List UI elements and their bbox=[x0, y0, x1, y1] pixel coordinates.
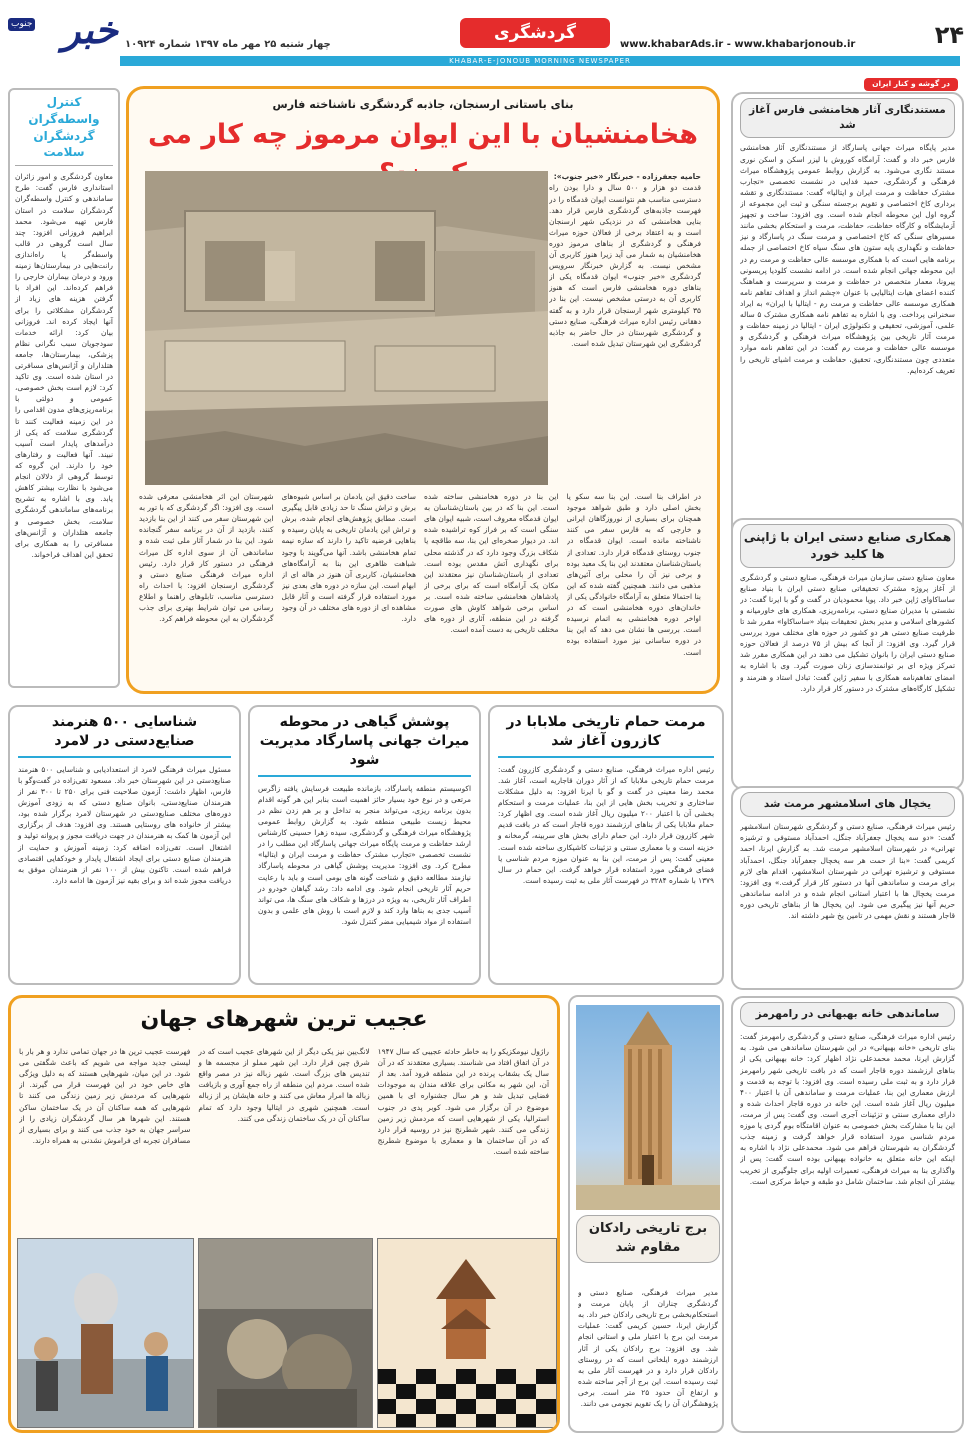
bottom-col-text: فهرست عجیب ترین ها در جهان تمامی ندارد و هر بار با لیستی جدید مواجه می شویم که باعث شگفتی می شود. در این میان، شهرهایی هستند که به دلیل ویژگی های خاص خود در این فهرست قرار می گیرند. از شهرهایی که مردمش زیر زمین زندگی می کنند تا شهرهایی که همه ساکنان آن در یک ساختمان ساکن هستند. این شهرها هر سال گردشگران زیادی را از سراسر جهان به خود جذب می کنند و برای بسیاری از مسافران تجربه ای فراموش نشدنی به همراه دارند. bbox=[19, 1047, 191, 1145]
main-photo bbox=[145, 171, 548, 485]
main-byline: حامیه جعفرزاده - خبرنگار «خبر جنوب»: bbox=[553, 172, 701, 181]
tower-title: برج تاریخی رادکان مقاوم شد bbox=[576, 1215, 720, 1263]
main-col bbox=[139, 491, 274, 686]
right-article-3 bbox=[731, 786, 964, 990]
left-column-body: معاون گردشگری و امور زائران استانداری فارس گفت: طرح ساماندهی و کنترل واسطه‌گران گردشگران سلامت در استان فارس تهیه می‌شود. محمد ابراهیم فروزانی افزود: چند سال است گروهی در قالب واسطه‌گر یا راه‌اندازی رانت‌هایی در بیمارستان‌ها زمینه ورود و درمان بیماران خارجی را فراهم کرده‌اند. این افراد با گرفتن هزینه های زیاد از گردشگران مشکلاتی را برای آنها ایجاد کرده اند. فروزانی بیان کرد: ارائه خدمات سودجویان سبب نگرانی نظام پزشکی، بیمارستان‌ها، جامعه هتلداران و آژانس‌های مسافرتی در استان شده است. وی تاکید کرد: لازم است بخش خصوصی، عمومی و دولتی با برنامه‌ریزی‌های مدون اقدامی را در این زمینه فعالیت کنند تا گردشگری سلامت که یکی از درآمدهای پایدار است آسیب نبیند. آنها فعالیت و رفتارهای خود را دارند. این گروه که توسط گروهی از دلالان انجام می‌شود با نظارت بیشتر کاهش یابد. وی با اشاره به تشریح برنامه‌های ساماندهی گردشگری سلامت، بخش خصوصی و جامعه هتلداران و آژانس‌های مسافرتی را به همکاری برای تحقق این اهداف فراخواند. bbox=[15, 172, 113, 559]
bottom-col bbox=[198, 1046, 369, 1231]
main-col-text: در اطراف بنا است. این بنا سه سکو یا بخش اصلی دارد و طبق شواهد موجود همچنان برای بسیاری از نوروزگاهان ایرانی و خارجی که به فارس سفر می کنند ناشناخته مانده است. ایوان قدمگاه در جنوب روستای قدمگاه قرار دارد. تعدادی از باستان‌شناسان معتقدند این بنا یک معبد بوده و برخی نیز آن را محلی برای آئین‌های مذهبی می دانند. همچنین گفته شده که این بنا احتمالا متعلق به آرامگاه خانوادگی یکی از خاندان‌های دوره هخامنشی است که در اواخر دوره هخامنشی به اتمام نرسیده است. بررسی ها نشان می دهد که این بنا در دوره ساسانی نیز مورد استفاده بوده است. bbox=[566, 492, 701, 657]
main-lead-text: قدمت دو هزار و ۵۰۰ سال و دارا بودن راه دسترسی مناسب هم نتوانست ایوان قدمگاه را در فهرست جاذبه‌های گردشگری فارس قرار دهد. بنایی هخامنشی که در نزدیکی شهر ارسنجان است و به اعتقاد برخی از فعالان حوزه میراث فرهنگی و گردشگری از بناهای مرموز دوره هخامنشیان به شمار می آید زیرا هنوز کاربری آن مشخص نیست. به گزارش خبرنگار سرویس گردشگری «خبر جنوب» ایوان قدمگاه یکی از بناهای دوره هخامنشی فارس است که هنوز کاربری آن به درستی مشخص نیست. این بنا در ۳۵ کیلومتری شهر ارسنجان قرار دارد و به گفته دهقانی رئیس اداره میراث فرهنگی، صنایع دستی و گردشگری شهرستان در حال حاضر به جاذبه گردشگری این شهرستان تبدیل شده است. bbox=[549, 183, 701, 348]
strange-cities-title: عجیب ترین شهرهای جهان bbox=[140, 1007, 428, 1032]
strange-cities-article bbox=[8, 995, 560, 1433]
strange-cities-text bbox=[19, 1046, 549, 1231]
section-tab[interactable]: گردشگری bbox=[460, 18, 610, 48]
right-article-2 bbox=[731, 518, 964, 790]
newspaper-logo[interactable] bbox=[8, 8, 118, 56]
bottom-col bbox=[19, 1046, 190, 1231]
rock-monument-image bbox=[145, 171, 548, 485]
bottom-col-text: لانگ‌یین نیز یکی دیگر از این شهرهای عجیب است که در شرق چین قرار دارد. این شهر مملو از مجسمه ها و تندیس های بزرگ است. شهر زباله نیز در مصر واقع شده است. مردم این منطقه از راه جمع آوری و بازیافت زباله ها امرار معاش می کنند و خانه هایشان پر از زباله است. همچنین شهری در ایتالیا وجود دارد که تمام ساکنان آن در یک ساختمان زندگی می کنند. bbox=[198, 1047, 370, 1123]
logo-text: خبر bbox=[62, 7, 118, 52]
right-article-title: همکاری صنایع دستی ایران با ژاپنی ها کلید خورد bbox=[740, 524, 955, 568]
kazerun-title: مرمت حمام تاریخی ملابابا در کازرون آغاز شد bbox=[498, 713, 714, 758]
chess-city-photo bbox=[377, 1238, 557, 1428]
pasargad-title: پوشش گیاهی در محوطه میراث جهانی پاسارگاد مدیریت شود bbox=[258, 713, 471, 777]
header-strip bbox=[120, 56, 960, 66]
pasargad-body: اکوسیستم منطقه پاسارگاد، بازمانده طبیعت فرسایش یافته زاگرس مرتعی و در نوع خود بسیار حائز اهمیت است بنابر این هر گونه اقدام بدون برنامه ریزی، می‌تواند منجر به تداخل و بر هم زدن نظم در محیط زیست طبیعی منطقه شود. به گزارش روابط عمومی پژوهشگاه میراث فرهنگی و گردشگری، سیده زهرا حسینی کارشناس ارشد حفاظت و مرمت پایگاه میراث جهانی پاسارگاد این مطلب را در نشست تخصصی «تجارب مشترک حفاظت و مرمت ایران و ایتالیا» مطرح کرد. وی افزود: مدیریت پوشش گیاهی در محوطه پاسارگاد نیازمند مطالعه دقیق و شناخت گونه های بومی است و باید با رعایت حریم آثار تاریخی انجام شود. وی ادامه داد: رشد گیاهان خودرو در اطراف آثار تاریخی، به ویژه در درزها و شکاف های سنگ ها، می تواند آسیب جدی به بناها وارد کند و لازم است با روش های علمی و بدون استفاده از مواد شیمیایی مضر کنترل شود. bbox=[258, 783, 471, 926]
alien-festival-photo bbox=[17, 1238, 194, 1428]
main-lead bbox=[549, 171, 701, 491]
right-article-body: مدیر پایگاه میراث جهانی پاسارگاد از مستندنگاری آثار هخامنشی فارس خبر داد و گفت: آرامگاه کوروش با لیزر اسکن و اسکن نوری مستند نگاری می‌شود. به گزارش روابط عمومی پژوهشگاه میراث فرهنگی و گردشگری، حمید فدایی در نشست تخصصی «تجارب مشترک حفاظت و مرمت ایران و ایتالیا» گفت: مستندنگاری و تقشه برداری کاخ اختصاصی و تقویم برجسته سنگی و ثبت این مجموعه از گروه اول این محوطه انجام شده است. وی افزود: ساخت و تجهیز آزمایشگاه و کارگاه حفاظت، حفاظت، مرمت و استحکام بخشی مانند مسیرهای سنگی که کاخ اختصاصی و مرمت سنگ در پاسارگاد و نیز حفاظت و نگهداری پایه ستون های سنگ سیاه کاخ اختصاصی از جمله برنامه هایی است که با همکاری موسسه عالی حفاظت و مرمت رم در این محوطه جهانی انجام شده است. در ادامه نشست کلودیا پریسونی پیرونا، معمار متخصص در حفاظت و مرمت و سرپرست و هماهنگ کننده اعضای هیات ایتالیایی با عنوان «چشم انداز و اهداف تفاهم نامه همکاری موسسه عالی حفاظت و مرمت رم - ایتالیا با ایران» به ایراد سخنرانی پرداخت. وی با اشاره به تفاهم نامه همکاری مشترک ۵ ساله علمی، آموزشی، تحقیقی و تکنولوژی ایران - ایتالیا در زمینه حفاظت و مرمت آثار تاریخی بین پژوهشگاه میراث فرهنگی و گردشگری و موسسه عالی حفاظت و مرمت رم گفت: در این تفاهم نامه موارد متعددی چون مستندنگاری، تحقیق، حفاظت و مرمت اشیای تاریخی را تعریف کرده‌ایم. bbox=[740, 143, 955, 375]
tower-text bbox=[578, 1287, 718, 1427]
bottom-photos bbox=[17, 1238, 557, 1428]
main-kicker: بنای باستانی ارسنجان، جاذبه گردشگری ناشناخته فارس bbox=[272, 98, 574, 111]
masthead bbox=[0, 0, 970, 68]
right-column bbox=[731, 78, 964, 1433]
main-col bbox=[424, 491, 559, 686]
bottom-col bbox=[378, 1046, 549, 1231]
left-column-title: کنترل واسطه‌گران گردشگران سلامت bbox=[15, 94, 113, 166]
main-col-text: ساخت دقیق این یادمان بر اساس شیوه‌های برش و تراش سنگ تا حد زیادی قابل پیگیری است. مطابق پژوهش‌های انجام شده، برش و تراش این یادمان تاریخی به پایان رسیده و بناهایی فرضیه تاکید را دارند که سازه نیمه تمام هخامنشی باشد. آنها می‌گویند با وجود شباهت ظاهری این بنا به آرامگاه‌های هخامنشیان، کاربری آن هنوز در هاله ای از ابهام است. این سازه در دوره های بعدی نیز مورد استفاده قرار گرفته است و آثار قابل مشاهده ای از دوره های مختلف در آن وجود دارد. bbox=[281, 492, 416, 624]
header-urls[interactable]: www.khabarAds.ir - www.khabarjonoub.ir bbox=[620, 39, 856, 50]
lamerd-handicraft-article bbox=[8, 705, 241, 985]
tower-image bbox=[576, 1005, 720, 1210]
bottom-col-text: راژول نیومکزیکو را به خاطر حادثه عجیبی که سال ۱۹۴۷ در آن اتفاق افتاد می شناسند. بسیاری معتقدند که در آن سال یک بشقاب پرنده در این منطقه فرود آمد. بعد از آن، این شهر به مکانی برای علاقه مندان به موجودات فضایی تبدیل شد و هر سال جشنواره ای با همین موضوع در آن برگزار می شود. کوبر پدی در جنوب استرالیا، یکی از شهرهایی است که مردمش زیر زمین زندگی می کنند. شهر شطرنج نیز در روسیه قرار دارد که در آن ساختمان ها و معماری با موضوع شطرنج ساخته شده است. bbox=[377, 1047, 549, 1156]
tower-photo bbox=[576, 1005, 720, 1210]
main-col bbox=[567, 491, 702, 686]
lamerd-body: مسئول میراث فرهنگی لامرد از استعدادیابی و شناسایی ۵۰۰ هنرمند صنایع‌دستی در این شهرستان خبر داد. مسعود تقی‌زاده در گفت‌وگو با فارس، اظهار داشت: آزمون صلاحیت فنی برای ۲۵۰ تا ۳۰۰ نفر از هنرمندان صنایع‌دستی، بانوان صنایع دستی که به زودی آموزش دوره‌های مختلف صنایع‌دستی در شهرستان لامرد برگزار شده بود، بیشتر از خانواده های روستایی هستند. وی افزود: هدف از برگزاری این آزمون ها کمک به هنرمندان در جهت دریافت مجوز و پروانه تولید و اشتغال است. تقی‌زاده اضافه کرد: زمینه آموزش و حمایت از هنرمندان صنایع دستی برای ایجاد اشتغال پایدار و خودکفایی اقتصادی فراهم شده است. تاکنون بیش از ۱۰۰ نفر از هنرمندان موفق به دریافت مجوز شده اند و برای بقیه نیز آزمون ها ادامه دارد. bbox=[18, 764, 231, 885]
chess-city-image bbox=[377, 1239, 556, 1428]
right-article-body: رئیس اداره میراث فرهنگی، صنایع دستی و گردشگری رامهرمز گفت: بنای تاریخی «خانه بهبهانی» در این شهرستان ساماندهی می شود. به گزارش ایرنا، محمد محمدعلی نژاد اظهار کرد: خانه بهبهانی یکی از بناهای ارزشمند دوره قاجار است که در بافت تاریخی شهر رامهرمز قرار دارد و به ثبت ملی رسیده است. وی افزود: با توجه به قدمت و ارزش معماری این بنا، عملیات مرمت و ساماندهی آن با اعتبار ۴۰۰ میلیون ریال آغاز شده است. این خانه در دوره قاجار احداث شده و دارای معماری سنتی و تزئینات آجری است. وی گفت: پس از مرمت، این بنا با مشارکت بخش خصوصی به عنوان اقامتگاه بوم گردی یا موزه مردم شناسی مورد استفاده قرار خواهد گرفت و زمینه جذب گردشگران به شهرستان فراهم می شود. محمدعلی نژاد با اشاره به اینکه این خانه متعلق به خانواده بهبهانی بوده است گفت: پس از واگذاری بنا به میراث فرهنگی، تعمیرات اولیه برای جلوگیری از تخریب بیشتر آن انجام شد. ساختمان شامل دو طبقه و حیاط مرکزی است. bbox=[740, 1032, 955, 1186]
right-article-body: رئیس میراث فرهنگی، صنایع دستی و گردشگری شهرستان اسلامشهر گفت: «دو سه یخچال جعفرآباد جنگل، احمدآباد مستوفی و ترشیزه تهرانی» در شهرستان اسلامشهر مرمت شد. به گزارش ایرنا، احمد کریمی گفت: «بنا از حمت هر سه یخچال جعفرآباد جنگل، احمدآباد مستوفی و ترشیزه تهرانی در شهرستان اسلامشهر، اقدام های لازم برای مرمت و ساماندهی آنها در دستور کار قرار گرفت.» وی افزود: مرمت یخچال ها با اعتبار استانی انجام شده و در ادامه ساماندهی حریم آنها نیز پیگیری می شود. این یخچال ها از بناهای تاریخی دوره قاجار هستند و نقش مهمی در تامین یخ شهر داشته اند. bbox=[740, 822, 955, 921]
right-article-title: یخچال های اسلامشهر مرمت شد bbox=[740, 792, 955, 817]
left-column-article bbox=[8, 88, 120, 688]
page-number: ۲۴ bbox=[934, 21, 964, 49]
right-article-4 bbox=[731, 996, 964, 1433]
right-article-title: ساماندهی خانه بهبهانی در رامهرمز bbox=[740, 1002, 955, 1027]
garbage-city-photo bbox=[198, 1238, 373, 1428]
section-sub-tag: در گوشه و کنار ایران bbox=[864, 78, 958, 91]
lamerd-title: شناسایی ۵۰۰ هنرمند صنایع‌دستی در لامرد bbox=[18, 713, 231, 758]
main-col-text: شهرستان این اثر هخامنشی معرفی شده است. وی افزود: اگر گردشگری که با تور به این شهرستان سفر می کنند از این بنا بازدید کنند، بازدید از آن در برنامه سفر گنجانده شود. این بنا در شمار آثار ملی ثبت شده و ساماندهی آن از سوی اداره کل میراث فرهنگی در دستور کار قرار دارد. رئیس اداره میراث فرهنگی صنایع دستی و گردشگری ارسنجان افزود: با احداث راه دسترسی مناسب، تابلوهای راهنما و اطلاع رسانی می توان شرایط بهتری برای جذب گردشگران به این محوطه فراهم کرد. bbox=[139, 492, 274, 624]
main-col-text: این بنا در دوره هخامنشی ساخته شده است. این بنا که در بین باستان‌شناسان به ایوان قدمگاه معروف است، شبیه ایوان های سنگی است که بر فراز کوه تراشیده شده اند. در دیوار صخره‌ای این بنا، سه طاقچه یا شکاف بزرگ وجود دارد که در گذشته محلی برای نگهداری آتش مقدس بوده است. تعدادی از باستان‌شناسان نیز معتقدند این مکان یک آرامگاه است که برای برخی از پادشاهان هخامنشی ساخته شده است. بر اساس برخی شواهد کاوش های صورت گرفته در این منطقه، آثاری از دوره های مختلف تاریخی به دست آمده است. bbox=[424, 492, 559, 635]
strip-text: KHABAR-E-JONOUB MORNING NEWSPAPER bbox=[449, 57, 631, 65]
main-feature-article bbox=[126, 86, 720, 694]
main-col bbox=[282, 491, 417, 686]
main-headline: هخامنشیان با این ایوان مرموز چه کار می bbox=[147, 119, 699, 150]
right-article-title: مستندنگاری آثار هخامنشی فارس آغاز شد bbox=[740, 98, 955, 138]
tower-body: مدیر میراث فرهنگی، صنایع دستی و گردشگری چناران از پایان مرمت و استحکام‌بخشی برج تاریخی رادکان خبر داد. به گزارش ایرنا، حسین کریمی گفت: عملیات مرمت این برج با اعتبار ملی و استانی انجام شد. وی افزود: برج رادکان یکی از آثار ارزشمند دوره ایلخانی است که در روستای رادکان قرار دارد و در فهرست آثار ملی به ثبت رسیده است. این برج از آجر ساخته شده و ارتفاع آن حدود ۲۵ متر است. برخی پژوهشگران آن را یک تقویم نجومی می دانند. bbox=[578, 1288, 718, 1409]
alien-festival-image bbox=[17, 1239, 193, 1428]
logo-subtitle: جنوب bbox=[8, 18, 35, 31]
issue-info: چهار شنبه ۲۵ مهر ماه ۱۳۹۷ شماره ۱۰۹۲۴ bbox=[125, 39, 331, 50]
garbage-city-image bbox=[198, 1239, 372, 1428]
main-body-columns bbox=[139, 491, 701, 686]
radkan-tower-article bbox=[568, 995, 724, 1433]
kazerun-bath-article bbox=[488, 705, 724, 985]
pasargad-vegetation-article bbox=[248, 705, 481, 985]
kazerun-body: رئیس اداره میراث فرهنگی، صنایع دستی و گردشگری کازرون گفت: مرمت حمام تاریخی ملابابا که از آثار دوران قاجاریه است، آغاز شد. محمد رضا معینی در گفت و گو با ایرنا افزود: به دلیل مشکلات ساختاری و تخریب بخش هایی از این بنا، عملیات مرمت و استحکام بخشی آن با اعتبار ۲۰۰ میلیون ریال آغاز شده است. وی اظهار کرد: حمام ملابابا یکی از بناهای ارزشمند دوره قاجار است که در بافت قدیم شهر کازرون قرار دارد. این حمام دارای بخش های سربینه، گرمخانه و خزینه است و با معماری سنتی و تزئینات کاشیکاری ساخته شده است. معینی گفت: پس از مرمت، این بنا به عنوان موزه مردم شناسی یا فضای فرهنگی مورد استفاده قرار خواهد گرفت. این حمام در سال ۱۳۷۹ با شماره ۳۲۸۴ در فهرست آثار ملی به ثبت رسیده است. bbox=[498, 764, 714, 885]
right-article-body: معاون صنایع دستی سازمان میراث فرهنگی، صنایع دستی و گردشگری از آغاز پروژه مشترک تحقیقاتی صنایع دستی ایران با بنیاد صنایع ساساکاوای ژاپن خبر داد. پویا محمودیان در گفت و گو با ایرنا گفت: در نشستی با مدیران صنایع دستی، برنامه‌ریزی، همکاری های خاورمیانه و کشورهای اسلامی و مدیر بخش تحقیقات بنیاد «ساساکاوا» مقرر شد تا ظرفیت صنایع دستی هر دو کشور در حوزه های مختلف مورد بررسی قرار گیرد. وی افزود: از آنجا که بیش از ۷۵ درصد از فعالان حوزه صنایع دستی ایران را بانوان تشکیل می دهند در این همکاری مقرر شد تمرکز ویژه ای بر توانمندسازی زنان صورت گیرد. وی با اشاره به امضای تفاهم‌نامه همکاری با سفیر ژاپن گفت: تبادل استاد و هنرمند و تشکیل کارگاه‌های مشترک در دستور کار قرار دارد. bbox=[740, 572, 955, 693]
